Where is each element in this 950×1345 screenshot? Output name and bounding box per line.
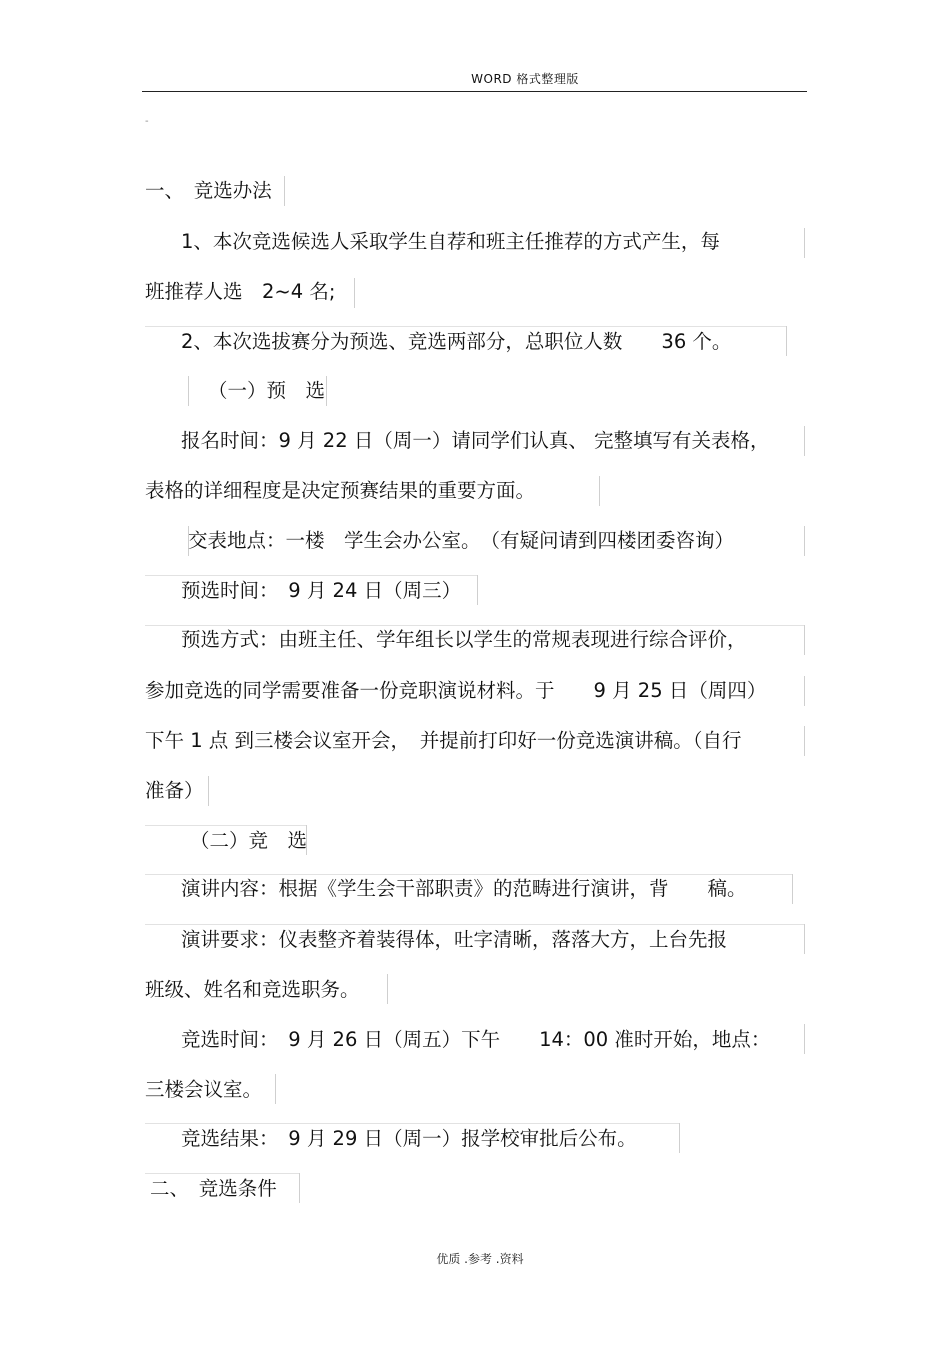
paragraph-line: 三楼会议室。 bbox=[145, 1078, 263, 1101]
paragraph-line: 表格的详细程度是决定预赛结果的重要方面。 bbox=[145, 479, 536, 502]
paragraph-line: 演讲内容：根据《学生会干部职责》的范畴进行演讲，背 稿。 bbox=[181, 877, 747, 900]
border-line bbox=[679, 1123, 680, 1153]
border-line bbox=[804, 426, 805, 456]
border-line bbox=[326, 376, 327, 406]
border-line bbox=[786, 326, 787, 356]
paragraph-line: 交表地点：一楼 学生会办公室。 （有疑问请到四楼团委咨询） bbox=[188, 529, 735, 552]
border-line bbox=[145, 825, 307, 826]
border-line bbox=[145, 1123, 680, 1124]
border-line bbox=[188, 376, 189, 406]
paragraph-line: 班推荐人选 2~4 名; bbox=[145, 280, 336, 303]
border-line bbox=[804, 924, 805, 954]
border-line bbox=[354, 278, 355, 308]
subsection-heading-preselection: （一）预 选 bbox=[208, 379, 326, 402]
border-line bbox=[145, 924, 805, 925]
border-line bbox=[477, 575, 478, 605]
paragraph-line: 竞选结果： 9 月 29 日（周一）报学校审批后公布。 bbox=[181, 1127, 637, 1150]
border-line bbox=[145, 1173, 300, 1174]
subsection-heading-election: （二）竞 选 bbox=[190, 829, 308, 852]
border-line bbox=[299, 1173, 300, 1203]
section-heading-2: 二、 竞选条件 bbox=[150, 1177, 277, 1200]
border-line bbox=[275, 1074, 276, 1104]
border-line bbox=[387, 974, 388, 1004]
border-line bbox=[804, 676, 805, 706]
border-line bbox=[145, 874, 793, 875]
border-line bbox=[792, 874, 793, 904]
border-line bbox=[145, 326, 787, 327]
paragraph-line: 演讲要求：仪表整齐着装得体，吐字清晰，落落大方，上台先报 bbox=[181, 928, 728, 951]
section-heading-1: 一、 竞选办法 bbox=[145, 179, 272, 202]
paragraph-line: 预选时间： 9 月 24 日（周三） bbox=[181, 579, 462, 602]
border-line bbox=[804, 526, 805, 556]
header-rule bbox=[142, 91, 807, 92]
border-line bbox=[208, 776, 209, 806]
border-line bbox=[804, 726, 805, 756]
paragraph-line: 竞选时间： 9 月 26 日（周五）下午 14：00 准时开始，地点： bbox=[181, 1028, 771, 1051]
border-line bbox=[804, 228, 805, 258]
paragraph-line: 参加竞选的同学需要准备一份竞职演说材料。于 9 月 25 日（周四） bbox=[145, 679, 767, 702]
paragraph-line: 下午 1 点 到三楼会议室开会， 并提前打印好一份竞选演讲稿。（自行 bbox=[145, 729, 742, 752]
page-footer: 优质 .参考 .资料 bbox=[436, 1252, 524, 1266]
paragraph-line: 1、本次竞选候选人采取学生自荐和班主任推荐的方式产生，每 bbox=[181, 230, 720, 253]
border-line bbox=[284, 176, 285, 206]
corner-mark: - bbox=[145, 116, 149, 127]
border-line bbox=[145, 575, 478, 576]
paragraph-line: 班级、姓名和竞选职务。 bbox=[145, 978, 360, 1001]
page-header: WORD 格式整理版 bbox=[471, 72, 579, 86]
paragraph-line: 预选方式：由班主任、学年组长以学生的常规表现进行综合评价， bbox=[181, 628, 747, 651]
border-line bbox=[145, 625, 805, 626]
paragraph-line: 2、本次选拔赛分为预选、竞选两部分，总职位人数 36 个。 bbox=[181, 330, 732, 353]
paragraph-line: 报名时间：9 月 22 日（周一）请同学们认真、 完整填写有关表格， bbox=[181, 429, 770, 452]
border-line bbox=[804, 625, 805, 655]
paragraph-line: 准备） bbox=[145, 779, 204, 802]
border-line bbox=[804, 1024, 805, 1054]
border-line bbox=[599, 476, 600, 506]
